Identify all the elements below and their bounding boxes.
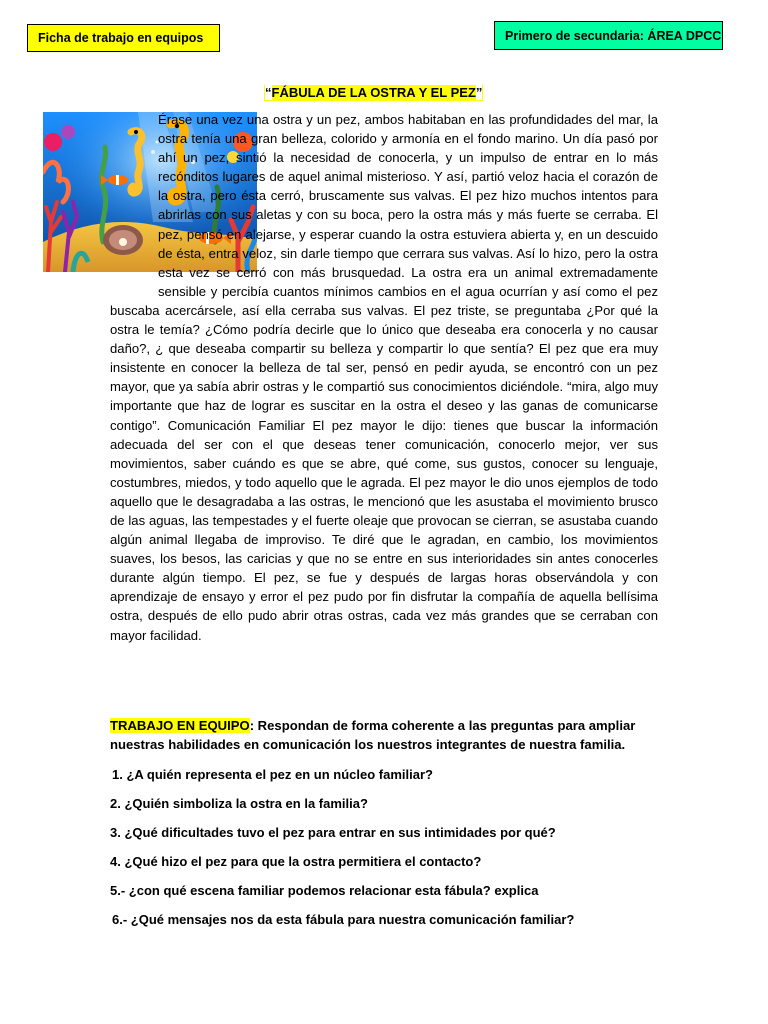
question-2: 2. ¿Quién simboliza la ostra en la familia?: [110, 796, 368, 811]
question-5: 5.- ¿con qué escena familiar podemos relacionar esta fábula? explica: [110, 883, 539, 898]
team-task-instructions: [110, 716, 658, 755]
image-float-spacer: [0, 110, 158, 286]
worksheet-type-text: Ficha de trabajo en equipos: [38, 31, 204, 45]
team-task-instruction: : Respondan de forma coherente a las preguntas para ampliar nuestras habilidades en comunicación los nuestros integrantes de nuestra familia.: [110, 718, 636, 753]
fable-body: Érase una vez una ostra y un pez, ambos habitaban en las profundidades del mar, la ostra tenía una gran belleza, colorido y armonía en el fondo marino. Un día pasó por ahí un pez, sintió la necesidad de conocerla, y un impulso de entrar en lo más recónditos lugares de aquel animal misterioso. Y así, partió veloz hacia el corazón de la ostra, pero ésta cerró, bruscamente sus valvas. El pez hizo muchos intentos para abrirlas con sus aletas y con su boca, pero la ostra más y más fuerte se cerraba. El pez, pensó en alejarse, y esperar cuando la ostra estuviera abierta y, en un descuido de ésta, entra veloz, sin darle tiempo que cerrara sus valvas. Así lo hizo, pero la ostra esta vez se cerró con más brusquedad. La ostra era un animal extremadamente sensible y percibía cuantos mínimos cambios en el agua ocurrían y así como el pez buscaba acercársele, así ella cerraba sus valvas. El pez triste, se preguntaba ¿Por qué la ostra le temía? ¿Cómo podría decirle que lo único que deseaba era conocerla y no causar daño?, ¿ que deseaba compartir su belleza y compartir lo que sentía? El pez que era muy insistente en conocer la belleza de tal ser, pensó en pedir ayuda, se encontró con un pez mayor, que ya sabía abrir ostras y le compartió sus conocimientos diciéndole. “mira, algo muy importante que haz de lograr es suscitar en la ostra el deseo y las ganas de comunicarse contigo”. Comunicación Familiar El pez mayor le dijo: tienes que buscar la información adecuada del ser con el que deseas tener comunicación, conocerlo mejor, ver sus movimientos, saber cuándo es que se abre, qué come, sus gustos, conocer su lenguaje, costumbres, miedos, y todo aquello que le agrada. El pez mayor le dio unos ejemplos de todo aquello que le desagradaba a las ostras, le mencionó que les asustaba el movimiento brusco de las aguas, las tempestades y el fuerte oleaje que provocan se cierran, se asustaba cuando algún animal llegaba de improviso. Te diré que le agradan, en cambio, los movimientos suaves, los besos, las caricias y que no se entre en sus interioridades sin antes conocerles durante algún tiempo. El pez, se fue y después de largas horas observándola y con aprendizaje de ensayo y error el pez pudo por fin disfrutar la compañía de aquella bellísima ostra, después de ello pudo abrir otras ostras, cada vez más grandes que se cerraban con mayor facilidad.: [110, 112, 658, 643]
grade-area-label: [494, 21, 723, 50]
title-text: FÁBULA DE LA OSTRA Y EL PEZ: [271, 85, 476, 100]
question-1: 1. ¿A quién representa el pez en un núcleo familiar?: [112, 767, 433, 782]
title-close-quote: ”: [475, 85, 483, 100]
title-open-quote: “: [265, 85, 272, 100]
fable-text: [110, 110, 658, 645]
team-task-heading: TRABAJO EN EQUIPO: [110, 718, 250, 733]
question-3: 3. ¿Qué dificultades tuvo el pez para entrar en sus intimidades por qué?: [110, 825, 556, 840]
worksheet-type-label: [27, 24, 220, 52]
question-4: 4. ¿Qué hizo el pez para que la ostra permitiera el contacto?: [110, 854, 482, 869]
page-title: [264, 85, 483, 101]
question-6: 6.- ¿Qué mensajes nos da esta fábula para nuestra comunicación familiar?: [112, 912, 575, 927]
grade-area-text: Primero de secundaria: ÁREA DPCC: [505, 28, 722, 43]
